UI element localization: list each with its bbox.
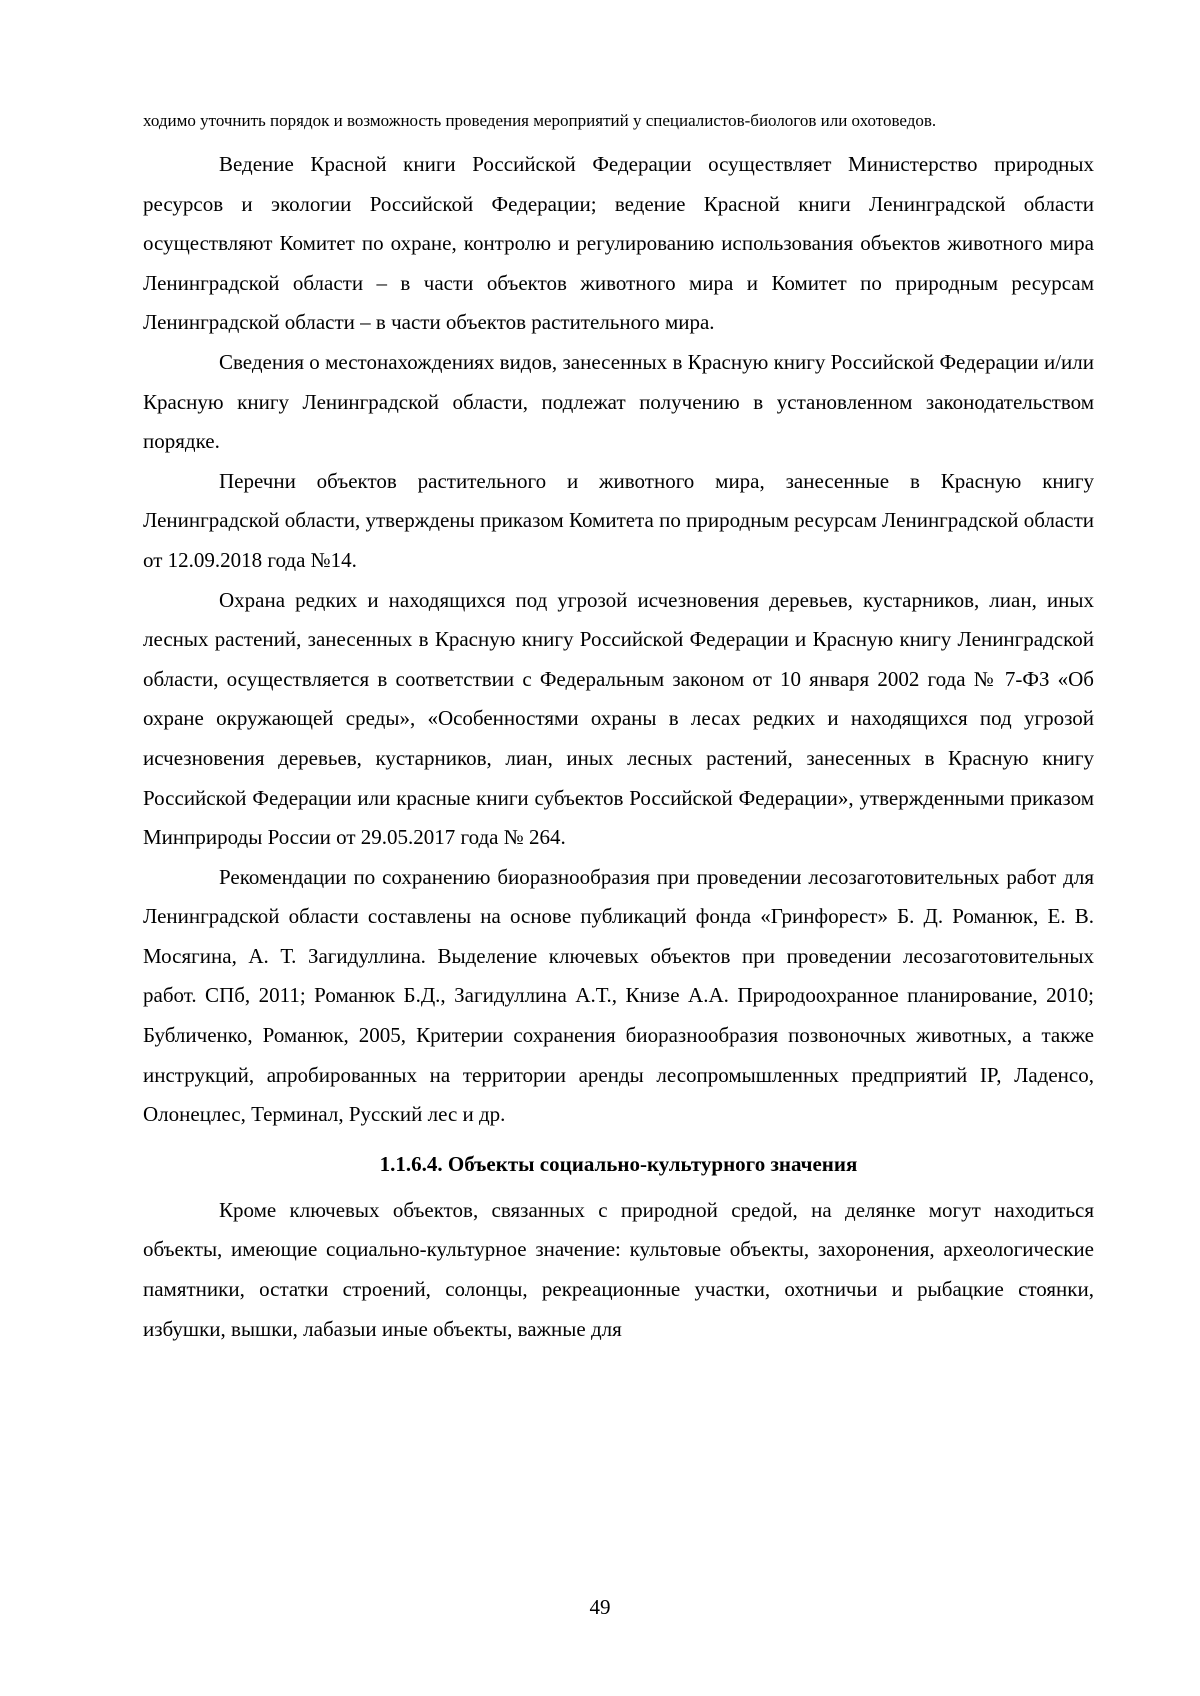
paragraph-species-lists: Перечни объектов растительного и животного мира, занесенные в Красную книгу Ленинградской области, утверждены приказом Комитета по природным ресурсам Ленинградской области от 12.09.2018 года №14. bbox=[143, 468, 1094, 572]
paragraph-protection-rules: Охрана редких и находящихся под угрозой исчезновения деревьев, кустарников, лиан, иных лесных растений, занесенных в Красную книгу Российской Федерации и Красную книгу Ленинградской области, осуществляется в соответствии с Федеральным законом от 10 января 2002 года № 7-ФЗ «Об охране окружающей среды», «Особенностями охраны в лесах редких и находящихся под угрозой исчезновения деревьев, кустарников, лиан, иных лесных растений, занесенных в Красную книгу Российской Федерации или красные книги субъектов Российской Федерации», утвержденными приказом Минприроды России от 29.05.2017 года № 264. bbox=[143, 587, 1094, 850]
paragraph-species-locations: Сведения о местонахождениях видов, занесенных в Красную книгу Российской Федерации и/или Красную книгу Ленинградской области, подлежат получению в установленном законодательством порядке. bbox=[143, 349, 1094, 454]
paragraph-red-book-management: Ведение Красной книги Российской Федерации осуществляет Министерство природных ресурсов и экологии Российской Федерации; ведение Красной книги Ленинградской области осуществляют Комитет по охране, контролю и регулированию использования объектов животного мира Ленинградской области – в части объектов животного мира и Комитет по природным ресурсам Ленинградской области – в части объектов растительного мира. bbox=[143, 152, 1094, 335]
paragraph-recommendations: Рекомендации по сохранению биоразнообразия при проведении лесозаготовительных работ для Ленинградской области составлены на основе публикаций фонда «Гринфорест» Б. Д. Романюк, Е. В. Мосягина, А. Т. Загидуллина. Выделение ключевых объектов при проведении лесозаготовительных работ. СПб, 2011; Романюк Б.Д., Загидуллина А.Т., Книзе А.А. Природоохранное планирование, 2010; Бубличенко, Романюк, 2005, Критерии сохранения биоразнообразия позвоночных животных, а также инструкций, апробированных на территории аренды лесопромышленных предприятий IP, Ладенсо, Олонецлес, Терминал, Русский лес и др. bbox=[143, 864, 1094, 1127]
section-heading: 1.1.6.4. Объекты социально-культурного значения bbox=[379, 1151, 858, 1176]
page-number: 49 bbox=[589, 1595, 611, 1619]
paragraph-continuation: ходимо уточнить порядок и возможность проведения мероприятий у специалистов-биологов или охотоведов. bbox=[143, 111, 937, 130]
paragraph-social-cultural-objects: Кроме ключевых объектов, связанных с природной средой, на делянке могут находиться объекты, имеющие социально-культурное значение: культовые объекты, захоронения, археологические памятники, остатки строений, солонцы, рекреационные участки, охотничьи и рыбацкие стоянки, избушки, вышки, лабазыи иные объекты, важные для bbox=[143, 1197, 1094, 1341]
document-page bbox=[143, 108, 1094, 1349]
